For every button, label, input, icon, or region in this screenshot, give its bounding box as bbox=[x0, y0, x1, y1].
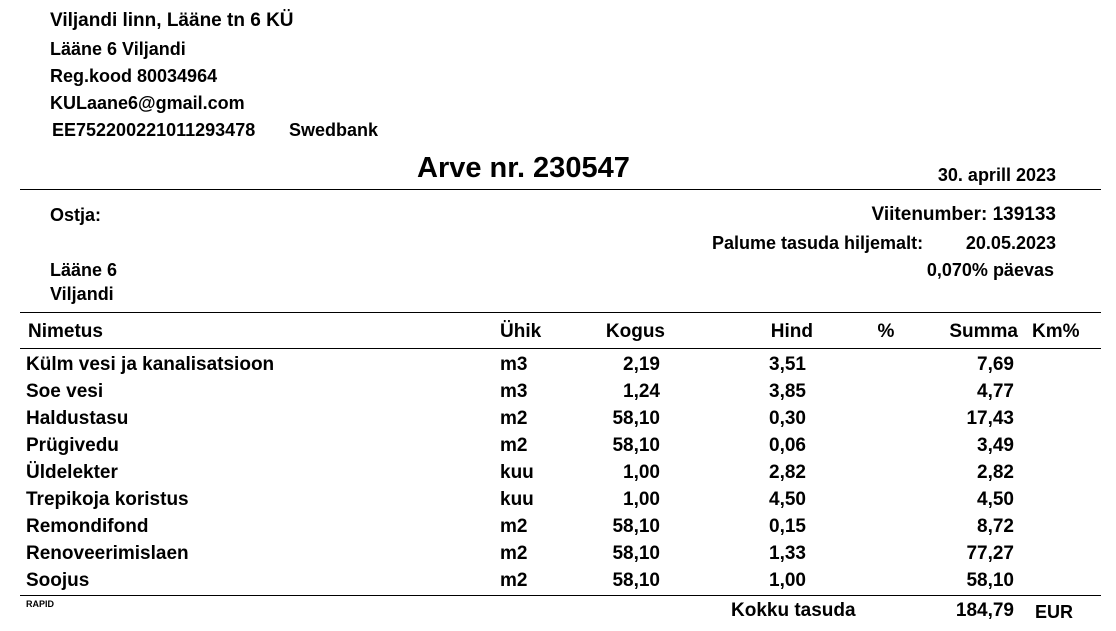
currency: EUR bbox=[1035, 602, 1074, 622]
line-unit: m3 bbox=[500, 354, 528, 375]
header-price: Hind bbox=[770, 321, 813, 342]
header-sum: Summa bbox=[949, 321, 1018, 342]
table-row bbox=[0, 461, 1116, 487]
table-row bbox=[0, 542, 1116, 568]
header-percent: % bbox=[877, 321, 895, 342]
line-unit: m3 bbox=[500, 381, 528, 402]
table-row bbox=[0, 569, 1116, 595]
line-unit: kuu bbox=[500, 489, 534, 510]
line-qty: 58,10 bbox=[612, 543, 660, 564]
seller-reg-code: Reg.kood 80034964 bbox=[50, 66, 218, 86]
table-row bbox=[0, 353, 1116, 379]
line-qty: 1,00 bbox=[623, 462, 660, 483]
header-unit: Ühik bbox=[500, 321, 542, 342]
line-sum: 7,69 bbox=[977, 354, 1014, 375]
line-price: 1,33 bbox=[769, 543, 806, 564]
table-header-row bbox=[0, 320, 1116, 346]
line-name: Soe vesi bbox=[26, 381, 104, 402]
seller-address: Lääne 6 Viljandi bbox=[50, 39, 186, 59]
line-unit: m2 bbox=[500, 435, 528, 456]
header-qty: Kogus bbox=[605, 321, 665, 342]
line-price: 0,30 bbox=[769, 408, 806, 429]
line-sum: 77,27 bbox=[966, 543, 1014, 564]
due-date-label: Palume tasuda hiljemalt: bbox=[712, 233, 924, 253]
table-row bbox=[0, 488, 1116, 514]
line-price: 1,00 bbox=[769, 570, 806, 591]
table-top-divider bbox=[20, 312, 1101, 313]
line-unit: m2 bbox=[500, 543, 528, 564]
line-price: 0,15 bbox=[769, 516, 806, 537]
line-sum: 4,50 bbox=[977, 489, 1014, 510]
line-qty: 58,10 bbox=[612, 570, 660, 591]
line-name: Soojus bbox=[26, 570, 90, 591]
software-label: RAPID bbox=[26, 599, 55, 609]
table-row bbox=[0, 434, 1116, 460]
table-row bbox=[0, 515, 1116, 541]
seller-iban: EE752200221011293478 bbox=[52, 120, 256, 140]
reference-number: Viitenumber: 139133 bbox=[871, 204, 1056, 225]
line-price: 0,06 bbox=[769, 435, 806, 456]
line-name: Haldustasu bbox=[26, 408, 129, 429]
line-name: Renoveerimislaen bbox=[26, 543, 189, 564]
due-date: 20.05.2023 bbox=[965, 233, 1056, 253]
table-row bbox=[0, 380, 1116, 406]
line-name: Remondifond bbox=[26, 516, 149, 537]
line-sum: 17,43 bbox=[966, 408, 1014, 429]
line-price: 3,51 bbox=[769, 354, 806, 375]
line-sum: 58,10 bbox=[966, 570, 1014, 591]
total-label: Kokku tasuda bbox=[731, 600, 856, 621]
late-penalty-rate: 0,070% päevas bbox=[926, 260, 1054, 280]
line-qty: 1,00 bbox=[623, 489, 660, 510]
header-vat: Km% bbox=[1032, 321, 1080, 342]
line-price: 4,50 bbox=[769, 489, 806, 510]
line-sum: 8,72 bbox=[977, 516, 1014, 537]
line-name: Trepikoja koristus bbox=[26, 489, 189, 510]
line-qty: 58,10 bbox=[612, 435, 660, 456]
seller-email: KULaane6@gmail.com bbox=[50, 93, 245, 113]
seller-bank: Swedbank bbox=[289, 120, 379, 140]
line-sum: 3,49 bbox=[977, 435, 1014, 456]
line-unit: m2 bbox=[500, 516, 528, 537]
line-sum: 2,82 bbox=[977, 462, 1014, 483]
line-qty: 58,10 bbox=[612, 408, 660, 429]
invoice-title: Arve nr. 230547 bbox=[417, 152, 630, 184]
line-name: Külm vesi ja kanalisatsioon bbox=[26, 354, 275, 375]
line-name: Prügivedu bbox=[26, 435, 119, 456]
buyer-address-line1: Lääne 6 bbox=[50, 260, 118, 280]
line-price: 3,85 bbox=[769, 381, 806, 402]
table-header-divider bbox=[20, 348, 1101, 349]
line-qty: 2,19 bbox=[623, 354, 660, 375]
table-bottom-divider bbox=[20, 595, 1101, 596]
header-divider bbox=[20, 189, 1101, 190]
seller-name: Viljandi linn, Lääne tn 6 KÜ bbox=[50, 10, 294, 31]
invoice-date: 30. aprill 2023 bbox=[937, 165, 1056, 185]
line-name: Üldelekter bbox=[26, 462, 118, 483]
buyer-address-line2: Viljandi bbox=[50, 284, 114, 304]
line-unit: m2 bbox=[500, 570, 528, 591]
line-qty: 58,10 bbox=[612, 516, 660, 537]
total-value: 184,79 bbox=[955, 600, 1014, 621]
table-row bbox=[0, 407, 1116, 433]
line-sum: 4,77 bbox=[977, 381, 1014, 402]
line-qty: 1,24 bbox=[623, 381, 660, 402]
line-unit: m2 bbox=[500, 408, 528, 429]
header-name: Nimetus bbox=[28, 321, 103, 342]
line-unit: kuu bbox=[500, 462, 534, 483]
line-price: 2,82 bbox=[769, 462, 806, 483]
buyer-label: Ostja: bbox=[50, 205, 102, 225]
